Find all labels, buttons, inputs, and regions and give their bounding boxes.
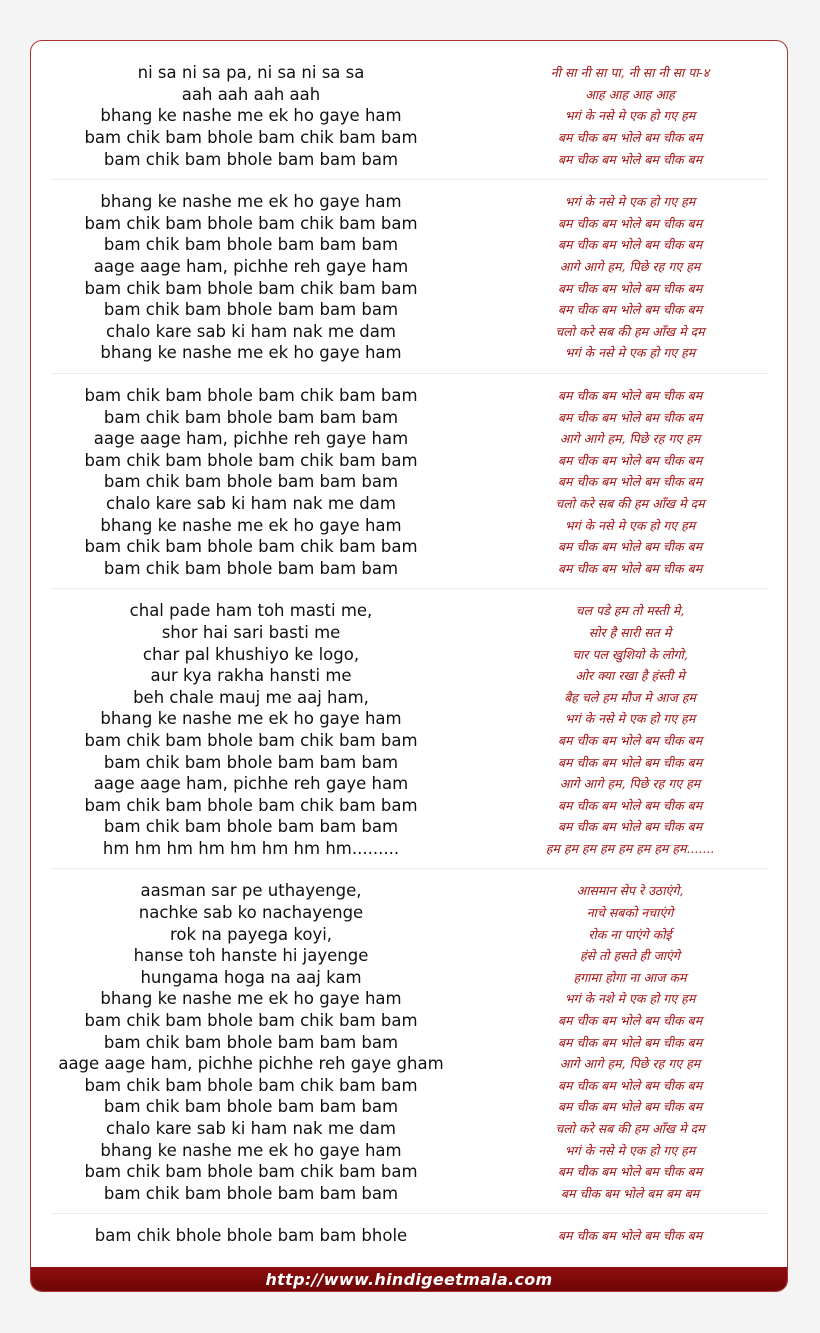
lyric-line (31, 514, 788, 536)
lyric-line (31, 622, 788, 644)
stanza (31, 62, 788, 170)
lyric-line (31, 493, 788, 515)
stanza-divider (31, 859, 788, 880)
lyric-hindi: चलो करे सब की हम आँख मे दम (555, 1121, 705, 1137)
lyric-line (31, 406, 788, 428)
lyric-line (31, 816, 788, 838)
lyric-english: bam chik bam bhole bam chik bam bam (84, 537, 418, 557)
lyric-hindi: बम चीक बम भोले बम चीक बम (557, 388, 703, 404)
lyric-hindi: बम चीक बम भोले बम चीक बम (557, 797, 703, 813)
lyric-line (31, 471, 788, 493)
lyric-line (31, 923, 788, 945)
lyric-line (31, 62, 788, 84)
lyric-line (31, 1031, 788, 1053)
lyric-hindi: भगं के नसे मे एक हो गए हम (564, 1142, 696, 1158)
footer-bar (31, 1267, 787, 1291)
lyric-hindi: बम चीक बम भोले बम चीक बम (557, 1034, 703, 1050)
lyric-english: chalo kare sab ki ham nak me dam (106, 493, 396, 513)
lyric-hindi: बम चीक बम भोले बम चीक बम (557, 539, 703, 555)
lyric-hindi: बम चीक बम भोले बम चीक बम (557, 237, 703, 253)
lyric-line (31, 385, 788, 407)
lyric-hindi: हगामा होगा ना आज कम (573, 969, 687, 985)
lyric-english: bam chik bam bhole bam bam bam (103, 817, 399, 837)
lyric-line (31, 557, 788, 579)
lyric-hindi: बम चीक बम भोले बम चीक बम (557, 130, 703, 146)
lyric-english: aage aage ham, pichhe reh gaye ham (93, 257, 409, 277)
lyric-line (31, 665, 788, 687)
lyric-english: bam chik bam bhole bam bam bam (103, 149, 399, 169)
lyric-english: bam chik bam bhole bam chik bam bam (84, 386, 418, 406)
lyric-hindi: नी सा नी सा पा, नी सा नी सा पा-४ (550, 65, 710, 81)
lyric-hindi: चार पल खुशियो के लोगो, (572, 646, 688, 662)
lyric-english: chalo kare sab ki ham nak me dam (106, 321, 396, 341)
lyric-hindi: चलो करे सब की हम आँख मे दम (555, 495, 705, 511)
lyric-line (31, 1139, 788, 1161)
lyric-line (31, 686, 788, 708)
lyric-hindi: बम चीक बम भोले बम चीक बम (557, 1164, 703, 1180)
lyric-line (31, 148, 788, 170)
stanza-divider (31, 364, 788, 385)
lyric-hindi: बम चीक बम भोले बम चीक बम (557, 1099, 703, 1115)
lyric-english: bam chik bam bhole bam chik bam bam (84, 1075, 418, 1095)
lyric-english: hanse toh hanste hi jayenge (133, 946, 369, 966)
lyric-line (31, 1096, 788, 1118)
stanza (31, 191, 788, 364)
lyric-english: chalo kare sab ki ham nak me dam (106, 1119, 396, 1139)
lyric-hindi: बम चीक बम भोले बम चीक बम (557, 215, 703, 231)
lyric-line (31, 902, 788, 924)
lyric-line (31, 213, 788, 235)
lyric-english: bhang ke nashe me ek ho gaye ham (100, 1140, 402, 1160)
lyrics-card (30, 40, 788, 1292)
lyric-hindi: चलो करे सब की हम आँख मे दम (555, 323, 705, 339)
lyric-hindi: हम हम हम हम हम हम हम हम....... (545, 840, 715, 856)
lyric-line (31, 600, 788, 622)
lyric-hindi: भगं के नसे मे एक हो गए हम (564, 108, 696, 124)
lyric-hindi: आगे आगे हम, पिछे रह गए हम (559, 259, 701, 275)
lyric-line (31, 1161, 788, 1183)
lyric-english: bam chik bam bhole bam bam bam (103, 1097, 399, 1117)
lyric-english: bhang ke nashe me ek ho gaye ham (100, 192, 402, 212)
lyric-english: bhang ke nashe me ek ho gaye ham (100, 989, 402, 1009)
lyric-hindi: बम चीक बम भोले बम चीक बम (557, 1077, 703, 1093)
lyric-hindi: आगे आगे हम, पिछे रह गए हम (559, 431, 701, 447)
lyric-english: bam chik bam bhole bam chik bam bam (84, 213, 418, 233)
lyric-line (31, 1075, 788, 1097)
lyric-english: bam chik bam bhole bam chik bam bam (84, 795, 418, 815)
lyric-hindi: आगे आगे हम, पिछे रह गए हम (559, 1056, 701, 1072)
lyric-english: aasman sar pe uthayenge, (140, 881, 362, 901)
lyric-hindi: बम चीक बम भोले बम चीक बम (557, 280, 703, 296)
lyric-english: shor hai sari basti me (161, 622, 341, 642)
lyric-english: nachke sab ko nachayenge (138, 903, 364, 923)
lyric-hindi: बम चीक बम भोले बम चीक बम (557, 819, 703, 835)
lyric-line (31, 1225, 788, 1247)
lyric-line (31, 838, 788, 860)
lyric-english: hungama hoga na aaj kam (140, 967, 362, 987)
stanza-divider (31, 170, 788, 191)
lyric-english: bam chik bam bhole bam bam bam (103, 752, 399, 772)
lyric-line (31, 773, 788, 795)
lyric-english: bam chik bam bhole bam chik bam bam (84, 730, 418, 750)
lyric-english: aur kya rakha hansti me (150, 666, 352, 686)
lyric-hindi: भगं के नशे मे एक हो गए हम (564, 991, 696, 1007)
lyric-english: bam chik bam bhole bam bam bam (103, 300, 399, 320)
lyric-line (31, 708, 788, 730)
lyric-hindi: चल पडे हम तो मस्ती मे, (575, 603, 685, 619)
lyric-line (31, 1183, 788, 1205)
lyric-hindi: भगं के नसे मे एक हो गए हम (564, 711, 696, 727)
lyric-line (31, 945, 788, 967)
lyric-english: bam chik bam bhole bam chik bam bam (84, 278, 418, 298)
lyric-line (31, 277, 788, 299)
lyric-line (31, 751, 788, 773)
lyric-hindi: बम चीक बम भोले बम चीक बम (557, 474, 703, 490)
lyric-line (31, 988, 788, 1010)
lyric-english: bam chik bam bhole bam bam bam (103, 1183, 399, 1203)
lyric-line (31, 256, 788, 278)
lyric-line (31, 1010, 788, 1032)
lyric-english: ni sa ni sa pa, ni sa ni sa sa (137, 63, 365, 83)
lyric-english: bam chik bam bhole bam bam bam (103, 235, 399, 255)
lyric-english: bhang ke nashe me ek ho gaye ham (100, 343, 402, 363)
lyric-english: bam chik bam bhole bam bam bam (103, 407, 399, 427)
lyric-line (31, 299, 788, 321)
lyric-english: bam chik bam bhole bam bam bam (103, 558, 399, 578)
lyric-line (31, 967, 788, 989)
lyric-hindi: हंसे तो हसते ही जाएंगे (580, 948, 680, 964)
stanza (31, 385, 788, 579)
lyric-hindi: बम चीक बम भोले बम चीक बम (557, 151, 703, 167)
lyric-hindi: बम चीक बम भोले बम चीक बम (557, 560, 703, 576)
lyric-hindi: आसमान सेप रे उठाएंगे, (576, 883, 684, 899)
site-url-link[interactable]: http://www.hindigeetmala.com (265, 1269, 553, 1289)
lyric-line (31, 342, 788, 364)
lyric-english: bhang ke nashe me ek ho gaye ham (100, 709, 402, 729)
lyric-hindi: बम चीक बम भोले बम चीक बम (557, 302, 703, 318)
lyric-hindi: आगे आगे हम, पिछे रह गए हम (559, 776, 701, 792)
lyric-hindi: बम चीक बम भोले बम चीक बम (557, 754, 703, 770)
lyric-hindi: बम चीक बम भोले बम चीक बम (557, 409, 703, 425)
lyric-line (31, 880, 788, 902)
lyric-english: bam chik bam bhole bam bam bam (103, 472, 399, 492)
lyric-line (31, 1118, 788, 1140)
lyric-english: bam chik bam bhole bam chik bam bam (84, 1162, 418, 1182)
lyric-hindi: बम चीक बम भोले बम चीक बम (557, 1013, 703, 1029)
lyric-english: bhang ke nashe me ek ho gaye ham (100, 106, 402, 126)
lyric-hindi: बम चीक बम भोले बम चीक बम (557, 732, 703, 748)
lyric-hindi: बैह चले हम मौज मे आज हम (564, 689, 696, 705)
lyric-english: bam chik bhole bhole bam bam bhole (94, 1226, 408, 1246)
lyric-hindi: भगं के नसे मे एक हो गए हम (564, 345, 696, 361)
lyric-line (31, 450, 788, 472)
lyric-line (31, 191, 788, 213)
stanza-divider (31, 1204, 788, 1225)
lyric-line (31, 84, 788, 106)
lyric-hindi: सोर है सारी सत मे (588, 624, 672, 640)
lyric-english: aage aage ham, pichhe reh gaye ham (93, 429, 409, 449)
stanza (31, 600, 788, 859)
lyric-english: bam chik bam bhole bam chik bam bam (84, 450, 418, 470)
lyric-english: bam chik bam bhole bam bam bam (103, 1032, 399, 1052)
lyric-english: aage aage ham, pichhe pichhe reh gaye gham (58, 1054, 444, 1074)
lyric-line (31, 536, 788, 558)
lyric-line (31, 428, 788, 450)
lyric-english: hm hm hm hm hm hm hm hm......... (102, 838, 400, 858)
lyric-english: rok na payega koyi, (169, 924, 333, 944)
lyric-english: aah aah aah aah (181, 84, 321, 104)
lyric-hindi: भगं के नसे मे एक हो गए हम (564, 517, 696, 533)
lyrics-body (31, 62, 788, 1247)
lyric-line (31, 643, 788, 665)
lyric-hindi: बम चीक बम भोले बम चीक बम (557, 452, 703, 468)
lyric-english: chal pade ham toh masti me, (129, 601, 373, 621)
lyric-english: bam chik bam bhole bam chik bam bam (84, 1011, 418, 1031)
lyric-hindi: बम चीक बम भोले बम चीक बम (557, 1228, 703, 1244)
lyric-hindi: ओर क्या रखा है हंस्ती मे (575, 668, 685, 684)
lyric-english: char pal khushiyo ke logo, (142, 644, 360, 664)
lyric-hindi: बम चीक बम भोले बम बम बम (560, 1185, 700, 1201)
lyric-hindi: नाचे सबको नचाएंगे (586, 905, 674, 921)
lyric-english: bam chik bam bhole bam chik bam bam (84, 128, 418, 148)
lyric-english: aage aage ham, pichhe reh gaye ham (93, 774, 409, 794)
stanza (31, 880, 788, 1204)
lyric-line (31, 127, 788, 149)
lyric-english: bhang ke nashe me ek ho gaye ham (100, 515, 402, 535)
lyric-line (31, 730, 788, 752)
lyric-line (31, 321, 788, 343)
lyric-hindi: भगं के नसे मे एक हो गए हम (564, 194, 696, 210)
lyric-line (31, 794, 788, 816)
lyric-line (31, 105, 788, 127)
lyric-line (31, 1053, 788, 1075)
lyric-hindi: आह आह आह आह (585, 86, 675, 102)
stanza-divider (31, 579, 788, 600)
lyric-line (31, 234, 788, 256)
stanza (31, 1225, 788, 1247)
lyric-english: beh chale mauj me aaj ham, (133, 687, 369, 707)
lyric-hindi: रोक ना पाएंगे कोई (588, 926, 672, 942)
